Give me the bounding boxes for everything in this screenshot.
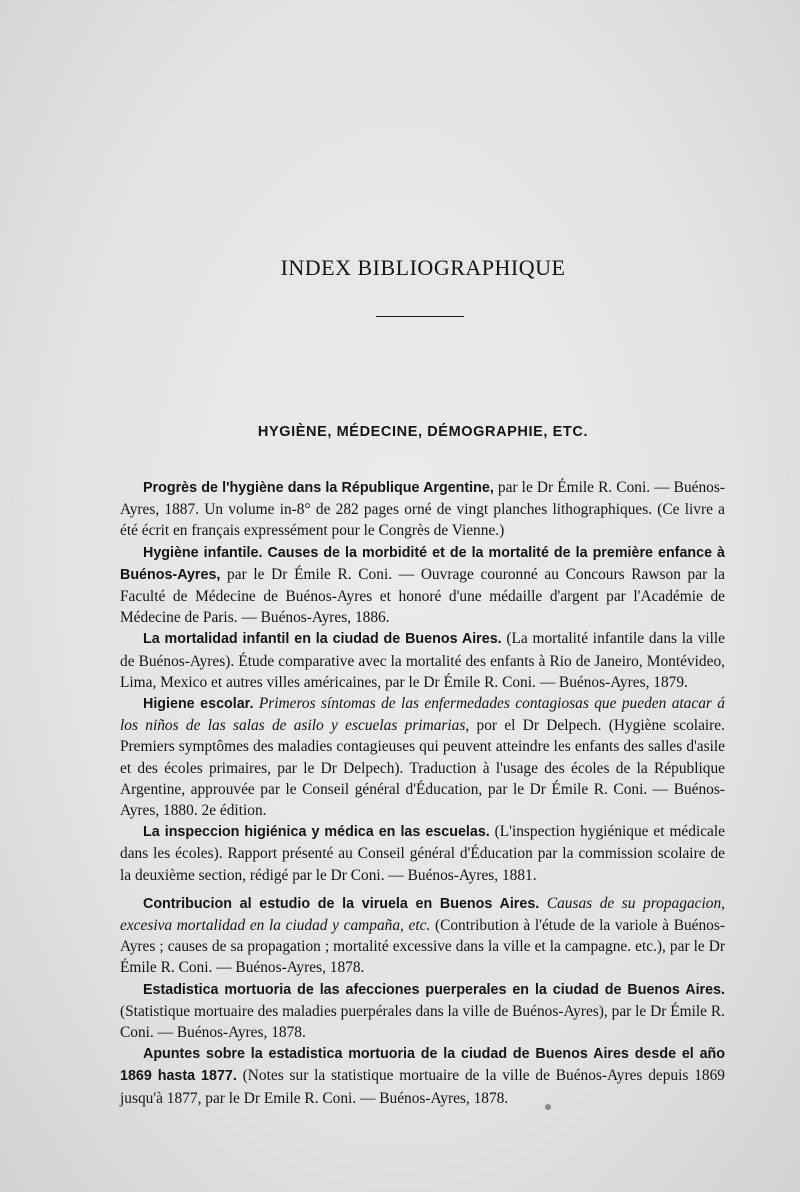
bibliography-entry <box>120 1043 725 1109</box>
entry-title: Progrès de l'hygiène dans la République Argentine, <box>143 480 494 496</box>
bibliography-entry <box>120 979 725 1044</box>
bibliography-entry <box>120 477 725 542</box>
entry-text: (Contribution à l'étude de la variole à Buénos-Ayres ; causes de sa propagation ; mortalité excessive dans la ville et la campagne. etc.), par le Dr Émile R. Coni. — Buénos-Ayres, 1878. <box>120 917 725 977</box>
bibliography-entry <box>120 821 725 886</box>
bibliography-entry <box>120 893 725 979</box>
entry-subtitle: Causas de su propagacion, excesiva mortalidad en la ciudad y campaña, etc. <box>120 894 725 935</box>
bibliography-entry <box>120 542 725 629</box>
entry-text: par le Dr Émile R. Coni. — Buénos-Ayres, 1887. Un volume in-8° de 282 pages orné de vingt planches lithographiques. (Ce livre a été écrit en français expressément pour le Congrès de Vienne.) <box>120 479 725 540</box>
entry-title: La inspeccion higiénica y médica en las escuelas. <box>143 824 490 841</box>
section-heading: HYGIÈNE, MÉDECINE, DÉMOGRAPHIE, ETC. <box>257 424 589 440</box>
entry-text: par le Dr Émile R. Coni. — Ouvrage couronné au Concours Rawson par la Faculté de Médecine de Buénos-Ayres et honoré d'une médaille d'argent par l'Académie de Médecine de Paris. — Buénos-Ayres, 1886. <box>120 565 725 627</box>
entry-text: (L'inspection hygiénique et médicale dans les écoles). Rapport présenté au Conseil général d'Éducation par la commission scolaire de la deuxième section, rédigé par le Dr Coni. — Buénos-Ayres, 1881. <box>120 823 725 884</box>
entry-subtitle: Primeros síntomas de las enfermedades contagiosas que pueden atacar á los niños de las salas de asilo y escuelas primarias, <box>120 695 725 735</box>
entry-text: por el Dr Delpech. (Hygiène scolaire. Premiers symptômes des maladies contagieuses qui peuvent atteindre les enfants des salles d'asile et des écoles primaires, par le Dr Delpech). Traduction à l'usage des écoles de la République Argentine, approuvée par le Conseil général d'Éducation, par le Dr Émile R. Coni. — Buénos-Ayres, 1880. 2e édition. <box>120 717 725 820</box>
title-rule <box>376 316 464 317</box>
entry-text: (La mortalité infantile dans la ville de Buénos-Ayres). Étude comparative avec la mortalité des enfants à Rio de Janeiro, Montévideo, Lima, Mexico et autres villes américaines, par le Dr Émile R. Coni. — Buénos-Ayres, 1879. <box>120 630 725 691</box>
bibliography-entry <box>120 693 725 821</box>
entry-title: La mortalidad infantil en la ciudad de Buenos Aires. <box>143 631 502 648</box>
entry-title: Contribucion al estudio de la viruela en Buenos Aires. <box>143 895 540 912</box>
entry-text: (Notes sur la statistique mortuaire de la ville de Buénos-Ayres depuis 1869 jusqu'à 1877, par le Dr Emile R. Coni. — Buénos-Ayres, 1878. <box>120 1067 725 1107</box>
ink-spot <box>545 1104 551 1110</box>
entry-title: Apuntes sobre la estadistica mortuoria de la ciudad de Buenos Aires desde el año 1869 hasta 1877. <box>120 1046 725 1085</box>
bibliography-list <box>120 477 725 1109</box>
entry-text: (Statistique mortuaire des maladies puerpérales dans la ville de Buénos-Ayres), par le Dr Émile R. Coni. — Buénos-Ayres, 1878. <box>120 1002 725 1042</box>
entry-title: Estadistica mortuoria de las afecciones puerperales en la ciudad de Buenos Aires. <box>143 981 725 998</box>
entry-title: Hygiène infantile. Causes de la morbidité et de la mortalité de la première enfance à Buénos-Ayres, <box>120 544 725 583</box>
bibliography-entry <box>120 628 725 693</box>
entry-title: Higiene escolar. <box>143 696 254 713</box>
page-title: INDEX BIBLIOGRAPHIQUE <box>280 255 566 280</box>
